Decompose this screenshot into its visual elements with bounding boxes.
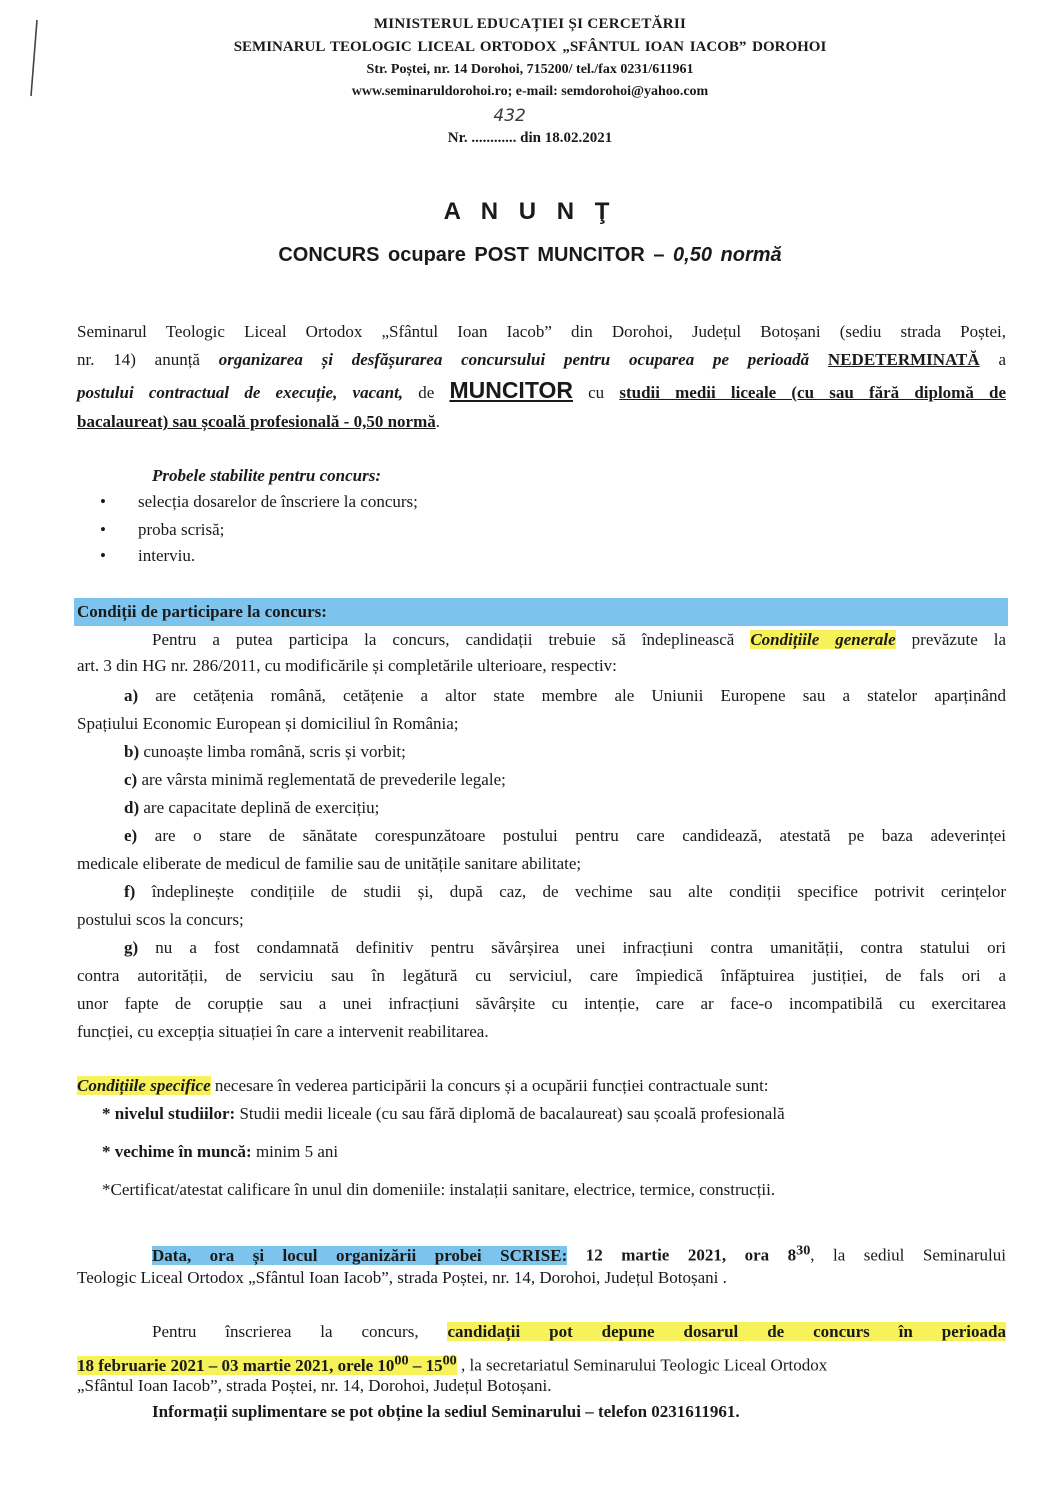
announcement-title: A N U N Ţ: [443, 198, 617, 225]
registration-line-3: „Sfântul Ioan Iacob”, strada Poștei, nr. 14, Dorohoi, Județul Botoșani.: [77, 1376, 552, 1395]
registration-line-1: [152, 1318, 1006, 1346]
condition-d: [124, 794, 1053, 822]
specific-conditions-label: Condițiile specifice: [77, 1076, 211, 1095]
condition-e-label: e): [124, 826, 138, 845]
intro-line-3: [77, 376, 1006, 407]
conditions-intro-1: [152, 626, 1006, 654]
condition-g-line-2: contra autorității, de serviciu sau în legătură cu serviciul, care împiedică înfăptuirea justiției, de fals ori a: [77, 966, 1006, 985]
condition-f-text: îndeplinește condițiile de studii și, după caz, de vechime sau alte condiții specifice potrivit cerințelor: [135, 882, 1006, 901]
intro-studies: studii medii liceale (cu sau fără diplomă de: [619, 383, 1007, 402]
school-contact: www.seminaruldorohoi.ro; e-mail: semdorohoi@yahoo.com: [351, 84, 709, 99]
condition-g-line-1: [124, 934, 1006, 962]
condition-b-label: b): [124, 742, 140, 761]
reference-prefix: Nr.: [447, 130, 468, 146]
condition-c-text: are vârsta minimă reglementată de prevederile legale;: [137, 770, 506, 789]
intro-text-4b: .: [435, 412, 440, 431]
intro-line-1: [77, 318, 1006, 346]
registration-start-minutes: 00: [394, 1352, 409, 1368]
registration-period-mid: – 15: [408, 1355, 443, 1375]
school-name: SEMINARUL TEOLOGIC LICEAL ORTODOX „SFÂNTUL IOAN IACOB” DOROHOI: [233, 39, 827, 55]
probe-item: [100, 546, 195, 566]
intro-text-2b: organizarea și desfășurarea concursului pentru ocuparea pe perioadă: [218, 350, 810, 369]
exam-location-start: , la sediul Seminarului: [810, 1245, 1006, 1265]
handwritten-reference-number: 432: [493, 106, 526, 126]
probe-item-text: selecția dosarelor de înscriere la concurs;: [138, 492, 418, 511]
probe-item-text: interviu.: [138, 546, 196, 565]
specific-certificate: *Certificat/atestat calificare în unul din domeniile: instalații sanitare, electrice, termice, construcții.: [102, 1180, 776, 1199]
condition-e-line-1: [124, 822, 1006, 850]
probe-item-text: proba scrisă;: [138, 520, 225, 539]
intro-line-2: [77, 346, 1006, 374]
exam-line-2: Teologic Liceal Ortodox „Sfântul Ioan Iacob”, strada Poștei, nr. 14, Dorohoi, Județul Botoșani .: [77, 1268, 727, 1287]
condition-g-text: nu a fost condamnată definitiv pentru săvârșirea unei infracțiuni contra umanității, contra statului ori: [138, 938, 1006, 957]
reference-dots: ............: [471, 130, 517, 146]
condition-e-line-2: medicale eliberate de medicul de familie sau de unitățile sanitare abilitate;: [77, 854, 582, 873]
condition-g-line-3: unor fapte de corupție sau a unei infracțiuni săvârșite cu intenție, care ar face-o incompatibilă cu exercitarea: [77, 994, 1006, 1013]
intro-text-3b: de: [403, 383, 450, 402]
condition-a-label: a): [124, 686, 139, 705]
condition-c-label: c): [124, 770, 138, 789]
conditions-intro-2: art. 3 din HG nr. 286/2011, cu modificările și completările ulterioare, respectiv:: [77, 656, 617, 675]
probe-item: [100, 520, 224, 540]
specific-conditions-text: necesare în vederea participării la concurs și a ocupării funcției contractuale sunt:: [210, 1076, 769, 1095]
bullet-icon: •: [100, 546, 106, 565]
reference-number-line: [0, 106, 1060, 147]
ministry-name: MINISTERUL EDUCAȚIEI ȘI CERCETĂRII: [373, 16, 687, 32]
probe-item: [100, 492, 418, 512]
additional-info: Informații suplimentare se pot obține la sediul Seminarului – telefon 0231611961.: [152, 1402, 740, 1421]
seniority-value: minim 5 ani: [251, 1142, 339, 1161]
registration-text-start: Pentru înscrierea la concurs,: [152, 1322, 448, 1341]
specific-studies: [102, 1100, 1031, 1128]
seniority-label: * vechime în muncă:: [102, 1142, 252, 1161]
intro-line-4: [77, 408, 1006, 436]
registration-place: , la secretariatul Seminarului Teologic Liceal Ortodox: [456, 1355, 828, 1375]
intro-nedeterminata: NEDETERMINATĂ: [827, 350, 980, 369]
intro-text-2d: a: [979, 350, 1006, 369]
reference-dots-wrap: [471, 106, 526, 147]
bullet-icon: •: [100, 492, 106, 511]
exam-date: 12 martie 2021, ora 8: [567, 1245, 797, 1265]
exam-label: Data, ora și locul organizării probei SCRISE:: [152, 1245, 568, 1265]
intro-studies-end: bacalaureat) sau școală profesională - 0,50 normă: [77, 412, 436, 431]
specific-conditions-intro: [77, 1072, 1006, 1100]
announcement-subtitle: [0, 244, 1060, 267]
registration-end-minutes: 00: [442, 1352, 457, 1368]
intro-text-3a: postului contractual de execuție, vacant,: [77, 383, 404, 402]
general-conditions-label: Condițiile generale: [750, 630, 896, 649]
subtitle-fraction: 0,50 normă: [673, 244, 782, 266]
school-address: Str. Poștei, nr. 14 Dorohoi, 715200/ tel./fax 0231/611961: [366, 62, 694, 77]
condition-e-text: are o stare de sănătate corespunzătoare postului pentru care candidează, atestată pe baza adeverinței: [137, 826, 1006, 845]
condition-d-label: d): [124, 798, 140, 817]
conditions-title: Condiții de participare la concurs:: [77, 602, 327, 621]
condition-d-text: are capacitate deplină de exercițiu;: [139, 798, 380, 817]
probes-title: Probele stabilite pentru concurs:: [152, 466, 382, 485]
condition-g-line-4: funcției, cu excepția situației în care a intervenit reabilitarea.: [77, 1022, 489, 1041]
condition-a-line-2: Spațiului Economic European și domiciliul în România;: [77, 714, 459, 733]
intro-text-1: Seminarul Teologic Liceal Ortodox „Sfântul Ioan Iacob” din Dorohoi, Județul Botoșani (sediu strada Poștei,: [77, 322, 1006, 341]
condition-f-line-1: [124, 878, 1006, 906]
condition-f-line-2: postului scos la concurs;: [77, 910, 244, 929]
registration-period-text: 18 februarie 2021 – 03 martie 2021, orele 10: [77, 1355, 395, 1375]
specific-seniority: [102, 1138, 1031, 1166]
conditions-intro-text-end: prevăzute la: [895, 630, 1007, 649]
studies-label: * nivelul studiilor:: [102, 1104, 236, 1123]
studies-value: Studii medii liceale (cu sau fără diplomă de bacalaureat) sau școală profesională: [235, 1104, 785, 1123]
bullet-icon: •: [100, 520, 106, 539]
condition-g-label: g): [124, 938, 139, 957]
condition-a-line-1: [124, 682, 1006, 710]
condition-b: [124, 738, 1053, 766]
intro-muncitor: MUNCITOR: [449, 377, 573, 403]
exam-time-minutes: 30: [796, 1242, 811, 1258]
conditions-intro-text: Pentru a putea participa la concurs, candidații trebuie să îndeplinească: [152, 630, 751, 649]
subtitle-main: CONCURS ocupare POST MUNCITOR –: [278, 244, 674, 266]
reference-date: din 18.02.2021: [520, 130, 613, 146]
condition-a-text: are cetățenia română, cetățenie a altor state membre ale Uniunii Europene sau a statelor aparținând: [138, 686, 1006, 705]
intro-text-3d: cu: [572, 383, 620, 402]
intro-text-2a: nr. 14) anunță: [77, 350, 219, 369]
condition-c: [124, 766, 1053, 794]
registration-highlight-1: candidații pot depune dosarul de concurs în perioada: [447, 1322, 1006, 1341]
condition-b-text: cunoaște limba română, scris și vorbit;: [139, 742, 406, 761]
condition-f-label: f): [124, 882, 136, 901]
